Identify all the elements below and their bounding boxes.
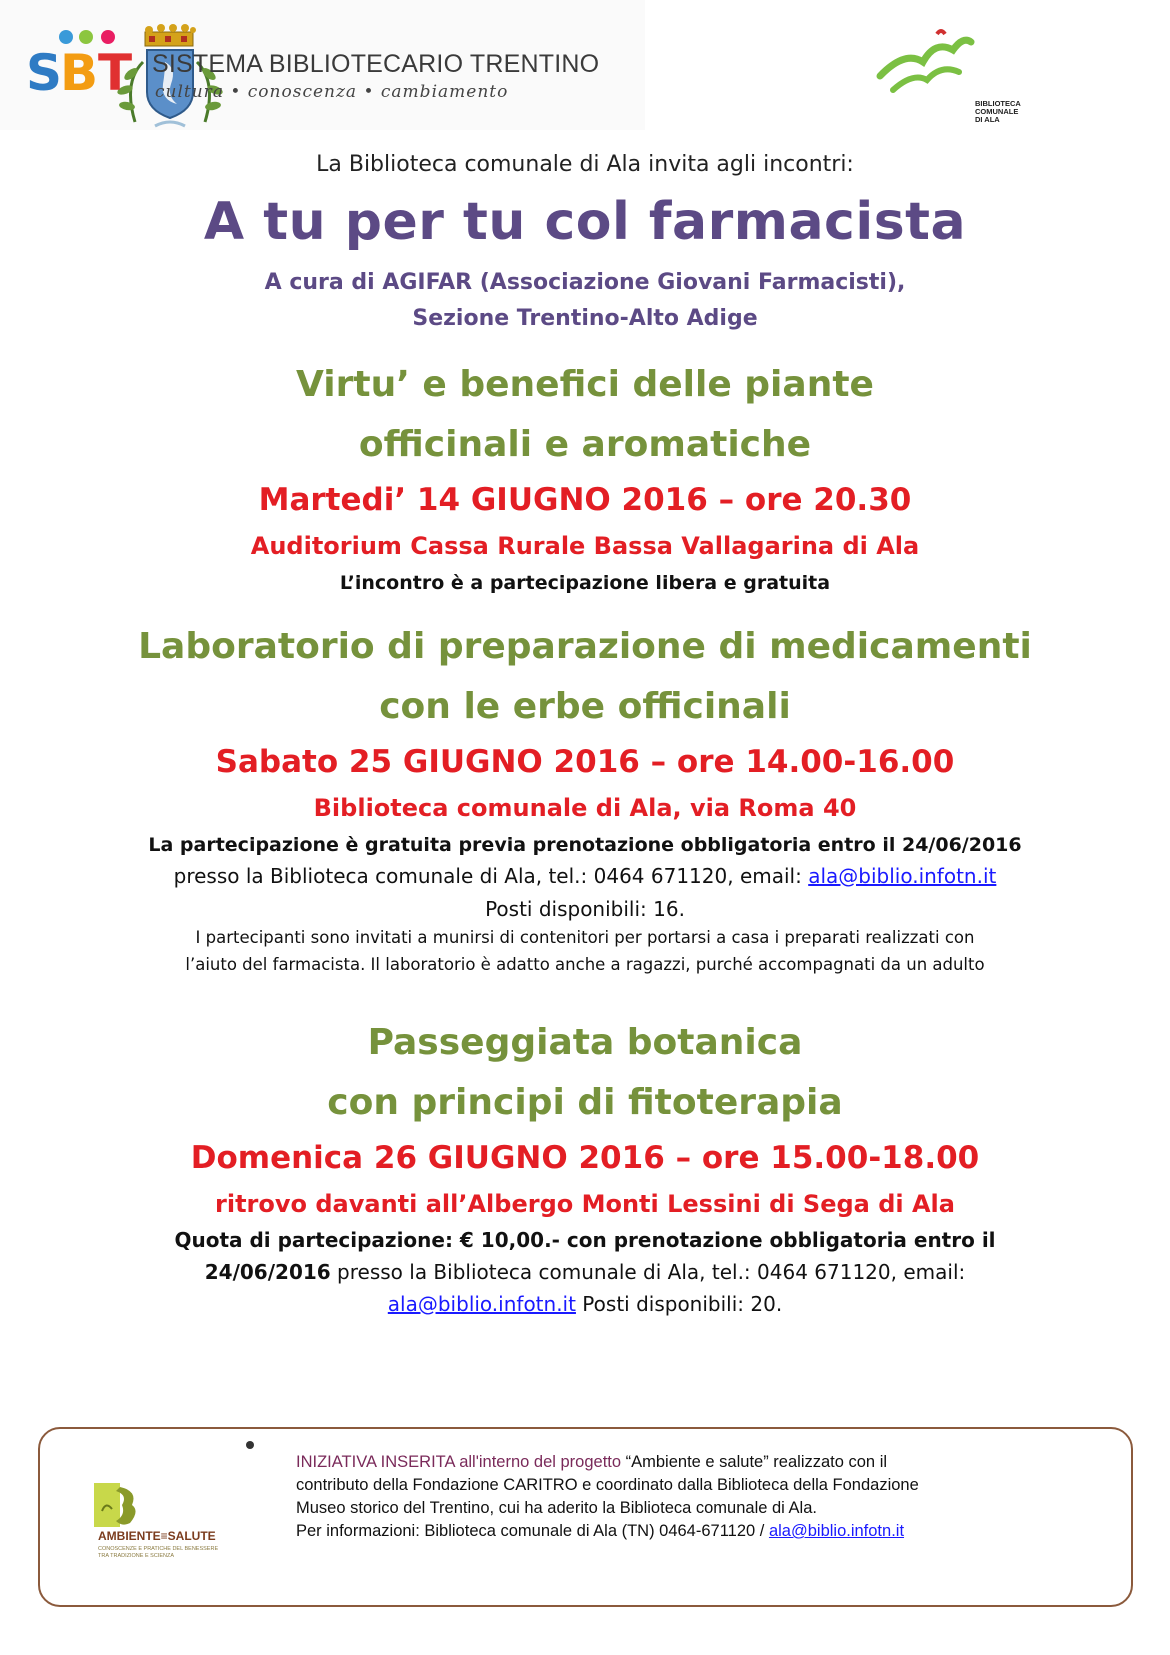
event2-booking: La partecipazione è gratuita previa prenotazione obbligatoria entro il 24/06/2016 xyxy=(148,834,1022,856)
ambiente-salute-logo-text: AMBIENTE≡SALUTE xyxy=(98,1529,216,1543)
event2-info-line-1: I partecipanti sono invitati a munirsi di contenitori per portarsi a casa i preparati realizzati con xyxy=(195,928,975,947)
event2-info-line-2: l’aiuto del farmacista. Il laboratorio è adatto anche a ragazzi, purché accompagnati da un adulto xyxy=(185,955,985,974)
event1-venue: Auditorium Cassa Rurale Bassa Vallagarina di Ala xyxy=(250,532,920,560)
event3-fee-contact: presso la Biblioteca comunale di Ala, tel.: 0464 671120, email: xyxy=(330,1260,966,1284)
project-name: “Ambiente e salute” xyxy=(625,1453,769,1471)
sbt-subtitle: cultura • conoscenza • cambiamento xyxy=(155,82,509,102)
biblioteca-ala-logo-icon xyxy=(875,28,975,103)
event2-title-line-2: con le erbe officinali xyxy=(379,686,791,727)
event1-note: L’incontro è a partecipazione libera e gratuita xyxy=(339,572,831,594)
svg-text:T: T xyxy=(98,44,133,98)
sbt-logo-icon xyxy=(24,28,149,98)
event1-title-line-2: officinali e aromatiche xyxy=(358,424,812,465)
footer-line-1-end: realizzato con il xyxy=(768,1453,888,1471)
curator-line-2: Sezione Trentino-Alto Adige xyxy=(412,306,758,331)
event2-title-line-1: Laboratorio di preparazione di medicamenti xyxy=(138,626,1032,667)
event3-venue: ritrovo davanti all’Albergo Monti Lessini di Sega di Ala xyxy=(215,1190,955,1218)
ambiente-salute-logo-icon xyxy=(92,1481,142,1531)
event3-title-line-1: Passeggiata botanica xyxy=(367,1022,803,1063)
sbt-title: SISTEMA BIBLIOTECARIO TRENTINO xyxy=(152,50,600,78)
event1-title-line-1: Virtu’ e benefici delle piante xyxy=(296,364,874,405)
footer-dot xyxy=(246,1441,254,1449)
initiative-label: INIZIATIVA INSERITA xyxy=(296,1453,455,1471)
footer-info-text: Per informazioni: Biblioteca comunale di Ala (TN) 0464-671120 / xyxy=(296,1522,769,1540)
event2-date: Sabato 25 GIUGNO 2016 – ore 14.00-16.00 xyxy=(215,744,955,780)
event2-contact-text: presso la Biblioteca comunale di Ala, tel.: 0464 671120, email: xyxy=(173,864,809,888)
event2-seats: Posti disponibili: 16. xyxy=(485,897,685,921)
event2-email-link[interactable]: ala@biblio.infotn.it xyxy=(808,864,997,888)
footer-text xyxy=(296,1451,1116,1543)
curator-line-1: A cura di AGIFAR (Associazione Giovani Farmacisti), xyxy=(264,270,906,295)
sbt-logo-banner xyxy=(0,0,645,130)
footer-line-1 xyxy=(296,1451,1116,1474)
event3-title-line-2: con principi di fitoterapia xyxy=(327,1082,843,1123)
event3-email-link[interactable]: ala@biblio.infotn.it xyxy=(387,1292,576,1316)
footer-line-1-rest: all'interno del progetto xyxy=(454,1453,626,1471)
footer-email-link[interactable]: ala@biblio.infotn.it xyxy=(768,1522,905,1540)
page-title: A tu per tu col farmacista xyxy=(203,192,967,252)
event3-date: Domenica 26 GIUGNO 2016 – ore 15.00-18.00 xyxy=(190,1140,980,1176)
event3-email-line xyxy=(0,1292,1170,1316)
footer-line-3: Museo storico del Trentino, cui ha aderito la Biblioteca comunale di Ala. xyxy=(296,1499,817,1517)
ambiente-salute-logo-subtext: CONOSCENZE E PRATICHE DEL BENESSERE TRA TRADIZIONE E SCIENZA xyxy=(98,1546,219,1559)
svg-text:B: B xyxy=(60,44,99,98)
footer-line-4 xyxy=(296,1520,1116,1543)
svg-text:S: S xyxy=(26,44,63,98)
intro-text: La Biblioteca comunale di Ala invita agli incontri: xyxy=(316,152,854,177)
event3-fee-date: 24/06/2016 xyxy=(204,1260,331,1284)
event3-fee-line-2 xyxy=(0,1260,1170,1284)
event1-date: Martedi’ 14 GIUGNO 2016 – ore 20.30 xyxy=(258,482,912,518)
event3-seats: Posti disponibili: 20. xyxy=(575,1292,783,1316)
event2-contact xyxy=(0,864,1170,888)
biblioteca-ala-logo-text: BIBLIOTECA COMUNALE DI ALA xyxy=(975,99,1021,124)
footer-line-2: contributo della Fondazione CARITRO e coordinato dalla Biblioteca della Fondazione xyxy=(296,1476,919,1494)
footer-box xyxy=(38,1427,1133,1607)
event2-venue: Biblioteca comunale di Ala, via Roma 40 xyxy=(313,794,857,822)
event3-fee-line-1: Quota di partecipazione: € 10,00.- con prenotazione obbligatoria entro il xyxy=(174,1228,996,1252)
